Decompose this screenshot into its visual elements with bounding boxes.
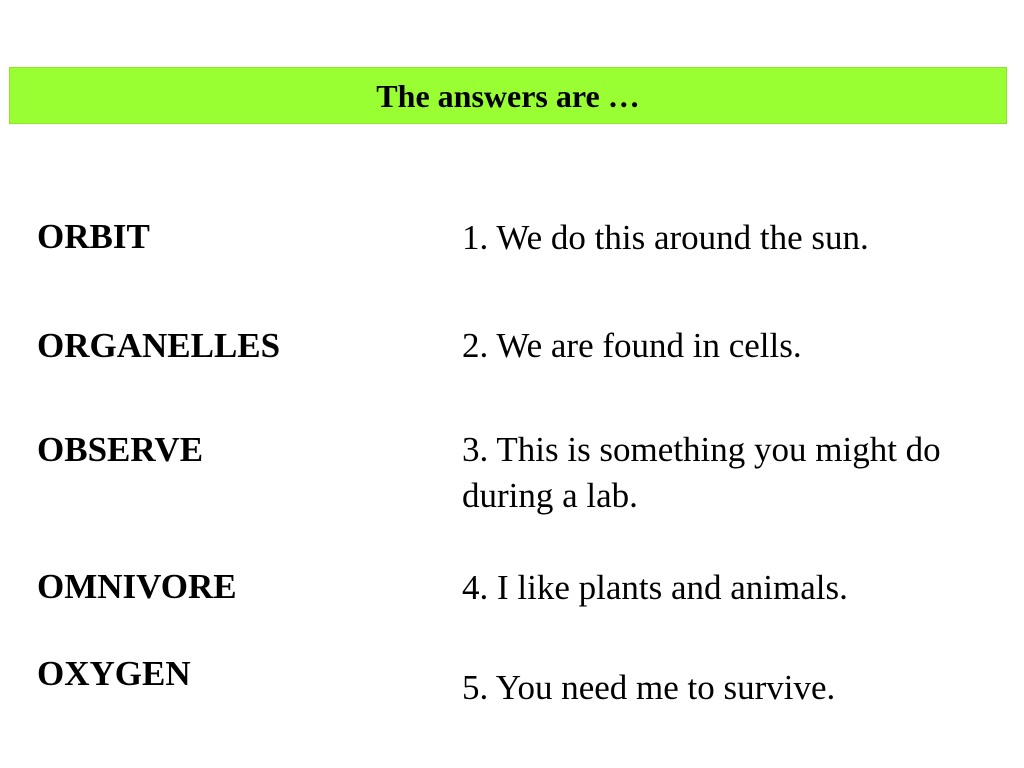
page-title: The answers are … bbox=[376, 77, 640, 114]
answer-term: OXYGEN bbox=[37, 654, 191, 693]
answer-term: OMNIVORE bbox=[37, 567, 237, 606]
answer-term: ORBIT bbox=[37, 217, 150, 256]
answer-clue: 1. We do this around the sun. bbox=[462, 218, 869, 257]
answer-term: ORGANELLES bbox=[37, 326, 281, 365]
title-banner bbox=[9, 67, 1007, 124]
answer-clue: 4. I like plants and animals. bbox=[462, 568, 848, 607]
answer-clue: 3. This is something you might do during a lab. bbox=[462, 430, 941, 515]
answer-term: OBSERVE bbox=[37, 430, 204, 469]
answer-clue: 5. You need me to survive. bbox=[462, 668, 836, 707]
answer-clue: 2. We are found in cells. bbox=[462, 326, 802, 365]
